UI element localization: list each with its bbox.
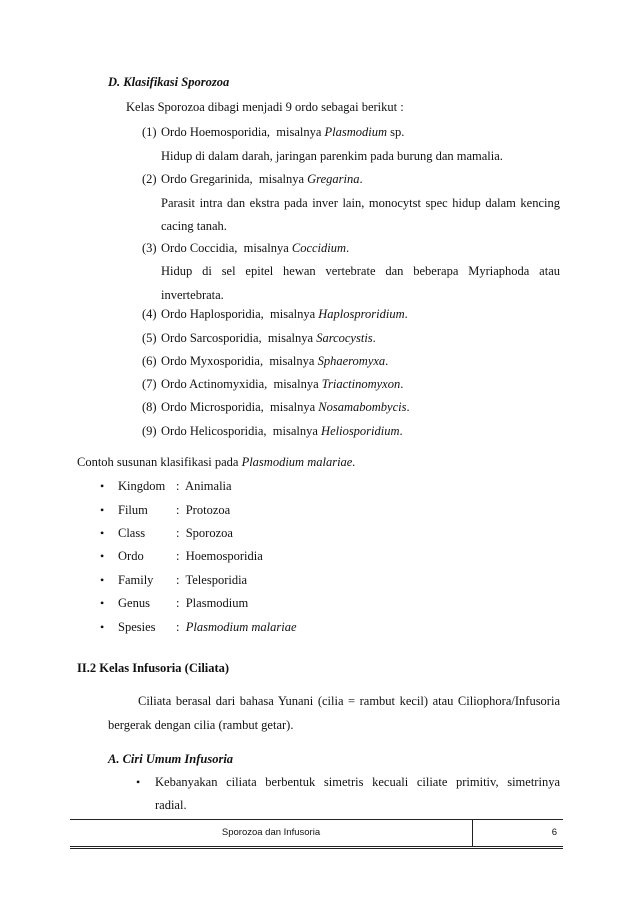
taxon-rank: Genus bbox=[118, 596, 150, 610]
ordo-item bbox=[142, 424, 403, 439]
ordo-description: Hidup di dalam darah, jaringan parenkim pada burung dan mamalia. bbox=[161, 149, 503, 163]
bullet-dot-icon: • bbox=[136, 775, 141, 789]
taxon-row bbox=[118, 503, 230, 518]
ordo-name: Ordo Sarcosporidia, misalnya bbox=[161, 331, 317, 345]
ordo-number: (9) bbox=[142, 424, 157, 438]
ordo-item bbox=[142, 354, 388, 369]
section-a-heading: A. Ciri Umum Infusoria bbox=[108, 752, 234, 766]
taxon-value: Animalia bbox=[185, 479, 232, 493]
example-species: Plasmodium malariae. bbox=[241, 455, 356, 469]
taxon-colon: : bbox=[176, 620, 186, 634]
taxon-value: Protozoa bbox=[185, 503, 231, 517]
ordo-genus: Heliosporidium bbox=[321, 424, 400, 438]
ordo-item bbox=[142, 241, 349, 256]
taxon-rank: Ordo bbox=[118, 549, 144, 563]
bullet-dot-icon: • bbox=[100, 526, 105, 540]
bullet-dot-icon: • bbox=[100, 549, 105, 563]
taxon-row bbox=[118, 620, 297, 635]
footer-title: Sporozoa dan Infusoria bbox=[70, 820, 473, 846]
ordo-number: (2) bbox=[142, 172, 157, 186]
ordo-suffix: . bbox=[400, 377, 404, 391]
ordo-item bbox=[142, 125, 404, 140]
ordo-suffix: . bbox=[372, 331, 376, 345]
ordo-suffix: . bbox=[359, 172, 363, 186]
ordo-item bbox=[142, 400, 410, 415]
page-footer bbox=[70, 819, 563, 849]
ordo-genus: Gregarina bbox=[307, 172, 360, 186]
taxon-value: Telesporidia bbox=[185, 573, 248, 587]
taxon-value: Plasmodium bbox=[185, 596, 249, 610]
ordo-suffix: . bbox=[385, 354, 389, 368]
ordo-name: Ordo Hoemosporidia, misalnya bbox=[161, 125, 325, 139]
ordo-name: Ordo Actinomyxidia, misalnya bbox=[161, 377, 322, 391]
page-number: 6 bbox=[551, 827, 557, 838]
example-intro bbox=[77, 455, 355, 470]
ordo-item bbox=[142, 307, 408, 322]
ordo-genus: Sarcocystis bbox=[316, 331, 373, 345]
taxon-colon: : bbox=[176, 526, 186, 540]
ordo-genus: Triactinomyxon bbox=[321, 377, 401, 391]
bullet-dot-icon: • bbox=[100, 479, 105, 493]
example-intro-text: Contoh susunan klasifikasi pada bbox=[77, 455, 242, 469]
ordo-name: Ordo Helicosporidia, misalnya bbox=[161, 424, 322, 438]
taxon-rank: Kingdom bbox=[118, 479, 166, 493]
section-d-heading: D. Klasifikasi Sporozoa bbox=[108, 75, 230, 89]
section-a-bullet-line2: radial. bbox=[155, 798, 187, 812]
taxon-colon: : bbox=[176, 479, 186, 493]
taxon-colon: : bbox=[176, 596, 186, 610]
ordo-suffix: sp. bbox=[387, 125, 405, 139]
ordo-name: Ordo Myxosporidia, misalnya bbox=[161, 354, 318, 368]
bullet-dot-icon: • bbox=[100, 503, 105, 517]
taxon-value: Plasmodium malariae bbox=[185, 620, 297, 634]
ordo-number: (6) bbox=[142, 354, 157, 368]
ordo-item bbox=[142, 172, 363, 187]
taxon-colon: : bbox=[176, 503, 186, 517]
taxon-row bbox=[118, 573, 247, 588]
ordo-number: (7) bbox=[142, 377, 157, 391]
ordo-genus: Haplosproridium bbox=[318, 307, 405, 321]
ordo-description: cacing tanah. bbox=[161, 219, 227, 233]
section-ii2-heading: II.2 Kelas Infusoria (Ciliata) bbox=[77, 661, 230, 675]
section-ii2-para-line2: bergerak dengan cilia (rambut getar). bbox=[108, 718, 294, 732]
ordo-genus: Plasmodium bbox=[324, 125, 388, 139]
taxon-row bbox=[118, 596, 248, 611]
taxon-value: Sporozoa bbox=[185, 526, 233, 540]
ordo-number: (8) bbox=[142, 400, 157, 414]
taxon-row bbox=[118, 479, 232, 494]
taxon-row bbox=[118, 549, 263, 564]
ordo-genus: Sphaeromyxa bbox=[317, 354, 386, 368]
ordo-number: (3) bbox=[142, 241, 157, 255]
taxon-rank: Filum bbox=[118, 503, 148, 517]
ordo-suffix: . bbox=[399, 424, 403, 438]
section-a-bullet-line1: Kebanyakan ciliata berbentuk simetris kecuali ciliate primitiv, simetrinya bbox=[155, 775, 560, 789]
bullet-dot-icon: • bbox=[100, 573, 105, 587]
ordo-name: Ordo Coccidia, misalnya bbox=[161, 241, 292, 255]
taxon-row bbox=[118, 526, 233, 541]
ordo-suffix: . bbox=[404, 307, 408, 321]
ordo-suffix: . bbox=[346, 241, 350, 255]
ordo-genus: Nosamabombycis bbox=[318, 400, 407, 414]
ordo-number: (4) bbox=[142, 307, 157, 321]
ordo-suffix: . bbox=[406, 400, 410, 414]
ordo-description: Hidup di sel epitel hewan vertebrate dan beberapa Myriaphoda atau bbox=[161, 264, 560, 278]
ordo-item bbox=[142, 331, 376, 346]
section-ii2-para-line1: Ciliata berasal dari bahasa Yunani (cilia = rambut kecil) atau Ciliophora/Infusoria bbox=[138, 694, 560, 708]
bullet-dot-icon: • bbox=[100, 620, 105, 634]
taxon-rank: Class bbox=[118, 526, 146, 540]
ordo-genus: Coccidium bbox=[291, 241, 347, 255]
ordo-description: invertebrata. bbox=[161, 288, 224, 302]
ordo-number: (1) bbox=[142, 125, 157, 139]
taxon-colon: : bbox=[176, 573, 186, 587]
ordo-name: Ordo Microsporidia, misalnya bbox=[161, 400, 319, 414]
ordo-name: Ordo Gregarinida, misalnya bbox=[161, 172, 308, 186]
ordo-item bbox=[142, 377, 403, 392]
bullet-dot-icon: • bbox=[100, 596, 105, 610]
ordo-name: Ordo Haplosporidia, misalnya bbox=[161, 307, 319, 321]
ordo-description: Parasit intra dan ekstra pada inver lain, monocytst spec hidup dalam kencing bbox=[161, 196, 560, 210]
taxon-colon: : bbox=[176, 549, 186, 563]
section-d-intro: Kelas Sporozoa dibagi menjadi 9 ordo sebagai berikut : bbox=[126, 100, 404, 114]
taxon-rank: Family bbox=[118, 573, 154, 587]
taxon-value: Hoemosporidia bbox=[185, 549, 263, 563]
ordo-number: (5) bbox=[142, 331, 157, 345]
taxon-rank: Spesies bbox=[118, 620, 156, 634]
